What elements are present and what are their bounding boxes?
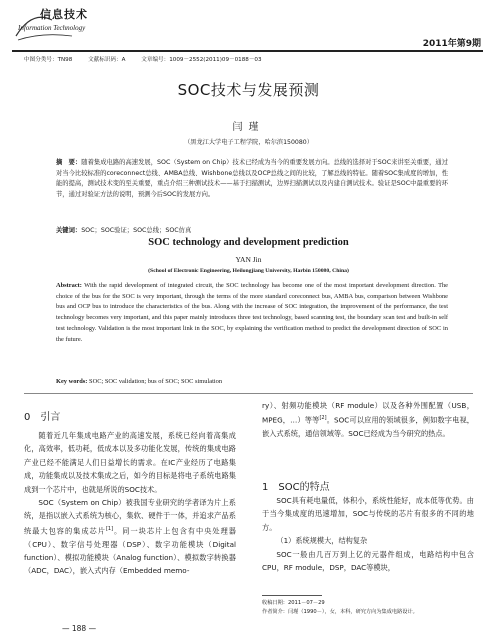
keywords-cn-label: 关键词： <box>56 227 82 234</box>
section-divider <box>24 393 473 394</box>
footnote-rule <box>262 595 322 596</box>
citation: [1] <box>105 525 114 532</box>
article-id: 文章编号：1009－2552(2011)09－0188－03 <box>141 57 262 63</box>
subheading: （1）系统规模大，结构复杂 <box>276 536 368 546</box>
keywords-cn <box>56 225 448 234</box>
header-rule <box>12 50 483 52</box>
section-1-heading: 1 SOC的特点 <box>262 482 330 493</box>
paragraph <box>24 496 236 578</box>
author-bio: 作者简介：闫瑾（1990－），女，本科，研究方向为集成电路设计。 <box>262 609 418 615</box>
issue-label: 2011年第9期 <box>422 39 481 49</box>
keywords-cn-text: SOC；SOC验证；SOC总线；SOC仿真 <box>81 227 192 234</box>
keywords-en-label: Key words: <box>56 378 88 385</box>
keywords-en <box>56 378 448 385</box>
paragraph: SOC具有耗电量低，体积小，系统性能好，成本低等优势。由于当今集成度的迅速增加，SOC与传统的芯片有很多的不同的地方。 <box>262 496 474 532</box>
clc-number: 中图分类号：TN98 <box>24 57 73 63</box>
journal-name-cn: 信息技术 <box>40 8 88 21</box>
paragraph: SOC一般由几百万到上亿的元器件组成，电路结构中包含CPU，RF module，DSP，DAC等模块， <box>262 549 474 573</box>
title-cn: SOC技术与发展预测 <box>177 81 320 99</box>
received-date: 收稿日期：2011－07－29 <box>262 600 325 606</box>
abstract-en-text: With the rapid development of integrated circuit, the SOC technology has become one of the most important development direction. The choice of the bus for the SOC is very important, through the terms of the more standard coreconnect bus, AMBA bus, comparison between Wishbone bus and OCP bus to introduce the characteristics of the bus. Along with the increase of SOC integration, the improvement of the performance, the test technology becomes very important, and this paper mainly introduces three test technology, based scanning test, the boundary scan test and built-in self test technology. Validation is the most important link in the SOC, by explaining the verification method to predict the development direction of SOC in the future. <box>56 282 449 343</box>
paragraph-text: SOC（System on Chip）被我国专业研究的学者译为片上系统，是指以嵌入式系统为核心，集软、硬件于一体，并追求产品系统最大包容的集成芯片 <box>24 498 236 536</box>
article-meta <box>24 55 276 63</box>
paragraph-text: 。SOC可以应用的领域很多，例如数字电视，嵌入式系统，通信领域等。SOC已经成为当今研究的热点。 <box>262 415 474 439</box>
paragraph-text: ry）、射频功能模块（RF module）以及各种外围配置（USB，MPEG，…）等等 <box>262 401 474 425</box>
author-cn: 闫瑾 <box>232 122 265 133</box>
abstract-cn <box>56 158 448 200</box>
abstract-en-label: Abstract: <box>56 282 82 289</box>
abstract-cn-text: 随着集成电路的高速发展，SOC（System on Chip）技术已经成为当今的重要发展方向。总线的选择对于SOC来讲至关重要，通过对当今比较标准的coreconnect总线、AMBA总线、Wishbone总线以及OCP总线之间的比较，了解总线的特征。随着SOC集成度的增加，性能的提高，测试技术变的至关重要，重点介绍三种测试技术——基于扫描测试，边界扫描测试以及内建自测试技术。验证是SOC中最重要的环节，通过对验证方法的说明，预测今后SOC的发展方向。 <box>56 159 448 198</box>
section-0-heading: 0 引言 <box>24 412 61 423</box>
doc-code: 文献标识码：A <box>88 57 126 63</box>
affiliation-cn: （黑龙江大学电子工程学院，哈尔滨150080） <box>184 139 313 146</box>
section-1-body <box>262 494 474 574</box>
affiliation-en: (School of Electronic Engineering, Heilongjiang University, Harbin 150080, China) <box>148 268 349 274</box>
author-en: YAN Jin <box>235 255 262 264</box>
journal-name-en: Information Technology <box>18 24 86 32</box>
paragraph-continued <box>262 399 474 441</box>
abstract-en <box>56 281 448 345</box>
abstract-cn-label: 摘 要： <box>56 159 82 166</box>
footnote <box>262 599 482 617</box>
right-column <box>262 399 474 441</box>
left-column <box>24 429 236 578</box>
page-number: — 188 — <box>62 624 97 633</box>
keywords-en-text: SOC; SOC validation; bus of SOC; SOC simulation <box>89 378 223 385</box>
paragraph-text: 。同一块芯片上包含有中央处理器（CPU）、数字信号处理器（DSP）、数字功能模块（Digital function）、模拟功能模块（Analog function）、模拟数字转换器（ADC，DAC），嵌入式内存（Embedded memo- <box>24 526 236 576</box>
citation: [2] <box>319 415 327 422</box>
title-en: SOC technology and development prediction <box>148 237 349 248</box>
paragraph: 随着近几年集成电路产业的高速发展，系统已经向着高集成化，高效率，低功耗，低成本以及多功能化发展，传统的集成电路产业已经不能满足人们日益增长的需求。在IC产业经历了电路集成，功能集成以及技术集成之后，如今的目标是将电子系统电路集成到一个芯片中，也就是所说的SOC技术。 <box>24 431 236 494</box>
